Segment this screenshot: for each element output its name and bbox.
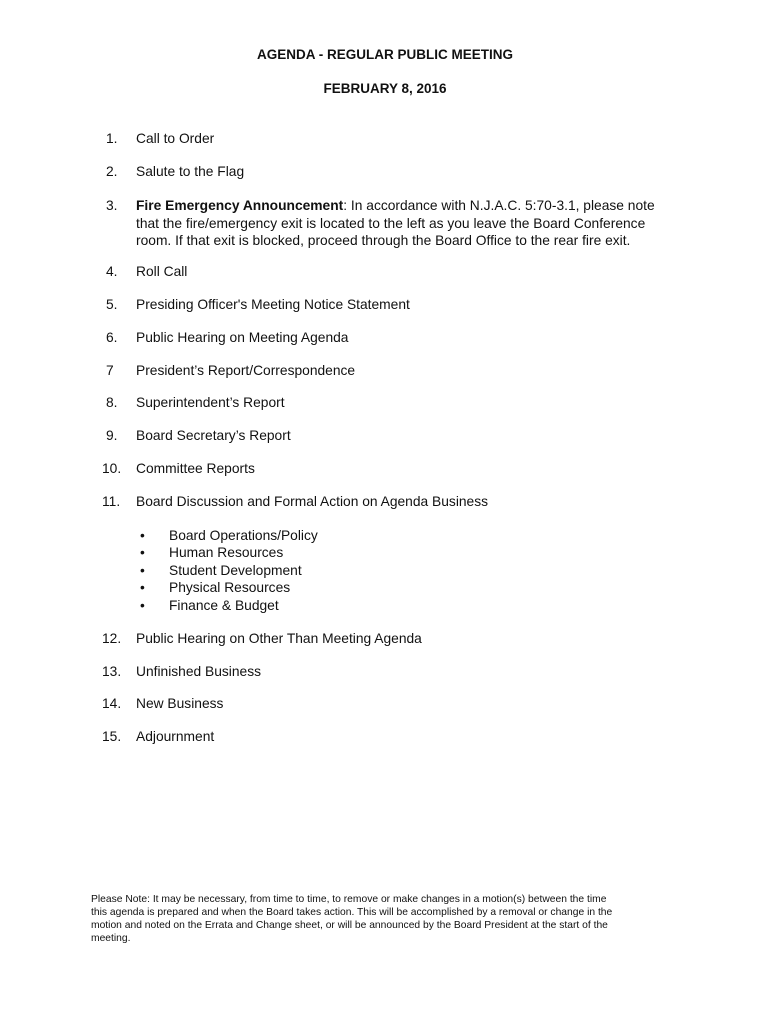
bullet-icon: •: [140, 580, 145, 595]
sub-item-text: Board Operations/Policy: [169, 528, 318, 543]
sub-item-text: Physical Resources: [169, 580, 291, 595]
fire-announcement-line1: : In accordance with N.J.A.C. 5:70-3.1, please note: [343, 198, 655, 213]
item-number: 15.: [102, 729, 122, 744]
item-text: Adjournment: [136, 729, 215, 744]
item-text: Board Secretary’s Report: [136, 428, 291, 443]
fire-announcement-line2: that the fire/emergency exit is located to the left as you leave the Board Conference: [136, 215, 646, 231]
footnote: [91, 893, 691, 945]
item-number: 8.: [106, 395, 118, 410]
sub-item-text: Human Resources: [169, 545, 284, 560]
item-text: Board Discussion and Formal Action on Agenda Business: [136, 494, 489, 509]
item-text: President’s Report/Correspondence: [136, 363, 356, 378]
item-text: Salute to the Flag: [136, 164, 245, 179]
item-number: 10.: [102, 461, 122, 476]
item-number: 2.: [106, 164, 118, 179]
fire-announcement-line3: room. If that exit is blocked, proceed through the Board Office to the rear fire exit.: [136, 233, 631, 248]
bullet-icon: •: [140, 563, 145, 578]
item-text: Public Hearing on Meeting Agenda: [136, 330, 349, 345]
item-text: Committee Reports: [136, 461, 255, 476]
item-number: 14.: [102, 696, 122, 711]
meeting-date: FEBRUARY 8, 2016: [323, 81, 447, 96]
item-text: New Business: [136, 696, 224, 711]
agenda-item-fire-announcement: [0, 197, 770, 251]
footnote-line4: meeting.: [91, 933, 131, 944]
bullet-icon: •: [140, 545, 145, 560]
item-text: Roll Call: [136, 264, 188, 279]
item-text: Superintendent’s Report: [136, 395, 285, 410]
footnote-line1: Please Note: It may be necessary, from time to time, to remove or make changes in a motion(s) between the time: [91, 894, 607, 905]
item-number: 7: [106, 363, 114, 378]
sub-item-text: Finance & Budget: [169, 598, 279, 613]
item-number: 4.: [106, 264, 118, 279]
bullet-icon: •: [140, 528, 145, 543]
item-text: Unfinished Business: [136, 664, 262, 679]
item-number: 11.: [102, 494, 121, 509]
item-text: Presiding Officer's Meeting Notice Statement: [136, 297, 410, 312]
fire-announcement-heading: Fire Emergency Announcement: [136, 198, 344, 213]
item-number: 5.: [106, 297, 118, 312]
sub-item-text: Student Development: [169, 563, 302, 578]
item-number: 6.: [106, 330, 118, 345]
footnote-line2: this agenda is prepared and when the Board takes action. This will be accomplished by a removal or change in the: [91, 907, 613, 918]
item-number: 13.: [102, 664, 122, 679]
item-number: 3.: [106, 198, 118, 213]
bullet-icon: •: [140, 598, 145, 613]
item-number: 9.: [106, 428, 118, 443]
agenda-title: AGENDA - REGULAR PUBLIC MEETING: [257, 47, 513, 62]
item-text: Public Hearing on Other Than Meeting Agenda: [136, 631, 422, 646]
item-text: [136, 197, 681, 250]
footnote-line3: motion and noted on the Errata and Change sheet, or will be announced by the Board President at the start of the: [91, 920, 608, 931]
item-number: 1.: [106, 131, 118, 146]
item-text: Call to Order: [136, 131, 215, 146]
item-number: 12.: [102, 631, 122, 646]
